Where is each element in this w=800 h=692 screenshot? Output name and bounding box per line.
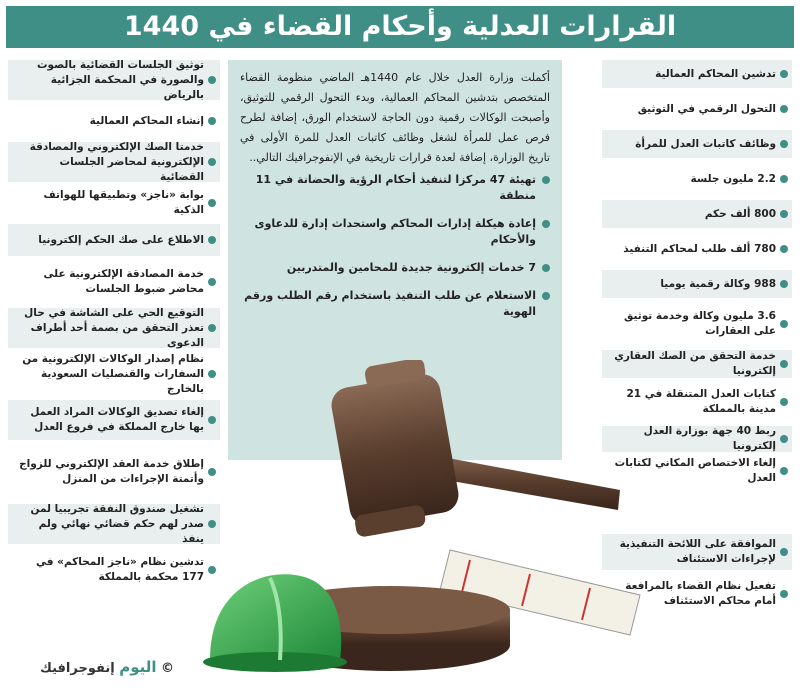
list-item: خدمة المصادقة الإلكترونية على محاضر ضبوط الجلسات — [8, 262, 220, 302]
bullet-icon — [208, 199, 216, 207]
list-item: 780 ألف طلب لمحاكم التنفيذ — [602, 234, 792, 264]
bullet-icon — [780, 105, 788, 113]
bullet-icon — [208, 117, 216, 125]
list-item: كتابات العدل المتنقلة في 21 مدينة بالمملكة — [602, 384, 792, 420]
list-item: التحول الرقمي في التوثيق — [602, 94, 792, 124]
brand-logo: اليوم — [119, 658, 157, 676]
list-item: خدمتا الصك الإلكتروني والمصادقة الإلكترونية لمحاضر الجلسات القضائية — [8, 142, 220, 182]
bullet-icon — [780, 280, 788, 288]
page-title: القرارات العدلية وأحكام القضاء في 1440 — [123, 11, 677, 42]
list-item: الاطلاع على صك الحكم إلكترونيا — [8, 224, 220, 256]
bullet-icon — [780, 320, 788, 328]
list-item: تفعيل نظام القضاء بالمرافعة أمام محاكم الاستئناف — [602, 576, 792, 612]
bullet-icon — [780, 70, 788, 78]
list-item: توثيق الجلسات القضائية بالصوت والصورة في المحكمة الجزائية بالرياض — [8, 60, 220, 100]
bullet-icon — [208, 324, 216, 332]
list-item: إلغاء الاختصاص المكاني لكتابات العدل — [602, 458, 792, 484]
center-bullet: تهيئة 47 مركزا لتنفيذ أحكام الرؤية والحضانة في 11 منطقة — [228, 172, 562, 204]
footer-brand: إنفوجرافيك © — [40, 661, 175, 676]
bullet-icon — [780, 210, 788, 218]
list-item: 3.6 مليون وكالة وخدمة توثيق على العقارات — [602, 304, 792, 344]
bullet-icon — [780, 548, 788, 556]
list-item: ربط 40 جهة بوزارة العدل إلكترونيا — [602, 426, 792, 452]
list-item: 988 وكالة رقمية يوميا — [602, 270, 792, 298]
bullet-icon — [780, 590, 788, 598]
center-bullet: 7 خدمات إلكترونية جديدة للمحامين والمتدربين — [228, 260, 562, 276]
bullet-icon — [780, 360, 788, 368]
bullet-icon — [208, 158, 216, 166]
list-item: إنشاء المحاكم العمالية — [8, 106, 220, 136]
list-item: تدشين المحاكم العمالية — [602, 60, 792, 88]
bullet-icon — [542, 176, 550, 184]
bullet-icon — [780, 435, 788, 443]
title-bar — [6, 6, 794, 48]
list-item: تدشين نظام «ناجز المحاكم» في 177 محكمة بالمملكة — [8, 550, 220, 590]
bullet-icon — [780, 140, 788, 148]
list-item: تشغيل صندوق النفقة تجريبيا لمن صدر لهم حكم قضائي نهائي ولم ينفذ — [8, 504, 220, 544]
list-item: 800 ألف حكم — [602, 200, 792, 228]
bullet-icon — [780, 398, 788, 406]
gavel-illustration — [200, 360, 670, 680]
bullet-icon — [780, 467, 788, 475]
intro-paragraph: أكملت وزارة العدل خلال عام 1440هـ الماضي منظومة القضاء المتخصص بتدشين المحاكم العمالية، وبدء التحول الرقمي للتوثيق، وأصبحت الوكالات رقمية دون الحاجة لاستخدام الورق، إضافة لطرح فرص عمل للمرأة لشغل وظائف كاتبات العدل للمرة الأولى في تاريخ الوزارة، إضافة لعدة قرارات تاريخية في الإنفوجرافيك التالي.. — [240, 71, 550, 164]
list-item: نظام إصدار الوكالات الإلكترونية من السفارات والقنصليات السعودية بالخارج — [8, 354, 220, 394]
bullet-icon — [542, 292, 550, 300]
gavel-icon — [329, 360, 620, 538]
list-item: التوقيع الحي على الشاشة في حال تعذر التحقق من بصمة أحد أطراف الدعوى — [8, 308, 220, 348]
bullet-icon — [208, 76, 216, 84]
bullet-icon — [208, 278, 216, 286]
list-item: الموافقة على اللائحة التنفيذية لإجراءات الاستئناف — [602, 534, 792, 570]
list-item: خدمة التحقق من الصك العقاري إلكترونيا — [602, 350, 792, 378]
bullet-icon — [780, 175, 788, 183]
list-item: بوابة «ناجز» وتطبيقها للهواتف الذكية — [8, 188, 220, 218]
list-item: 2.2 مليون جلسة — [602, 164, 792, 194]
footer — [40, 658, 174, 676]
bullet-icon — [542, 264, 550, 272]
center-bullet: إعادة هيكلة إدارات المحاكم واستحداث إدارة للدعاوى والأحكام — [228, 216, 562, 248]
left-column — [8, 60, 220, 596]
list-item: إلغاء تصديق الوكالات المراد العمل بها خارج المملكة في فروع العدل — [8, 400, 220, 440]
bullet-icon — [208, 236, 216, 244]
bullet-icon — [542, 220, 550, 228]
list-item: وظائف كاتبات العدل للمرأة — [602, 130, 792, 158]
list-item: إطلاق خدمة العقد الإلكتروني للزواج وأتمتة الإجراءات من المنزل — [8, 446, 220, 498]
center-bullet: الاستعلام عن طلب التنفيذ باستخدام رقم الطلب ورقم الهوية — [228, 288, 562, 320]
bullet-icon — [780, 245, 788, 253]
hard-hat-icon — [203, 574, 347, 672]
